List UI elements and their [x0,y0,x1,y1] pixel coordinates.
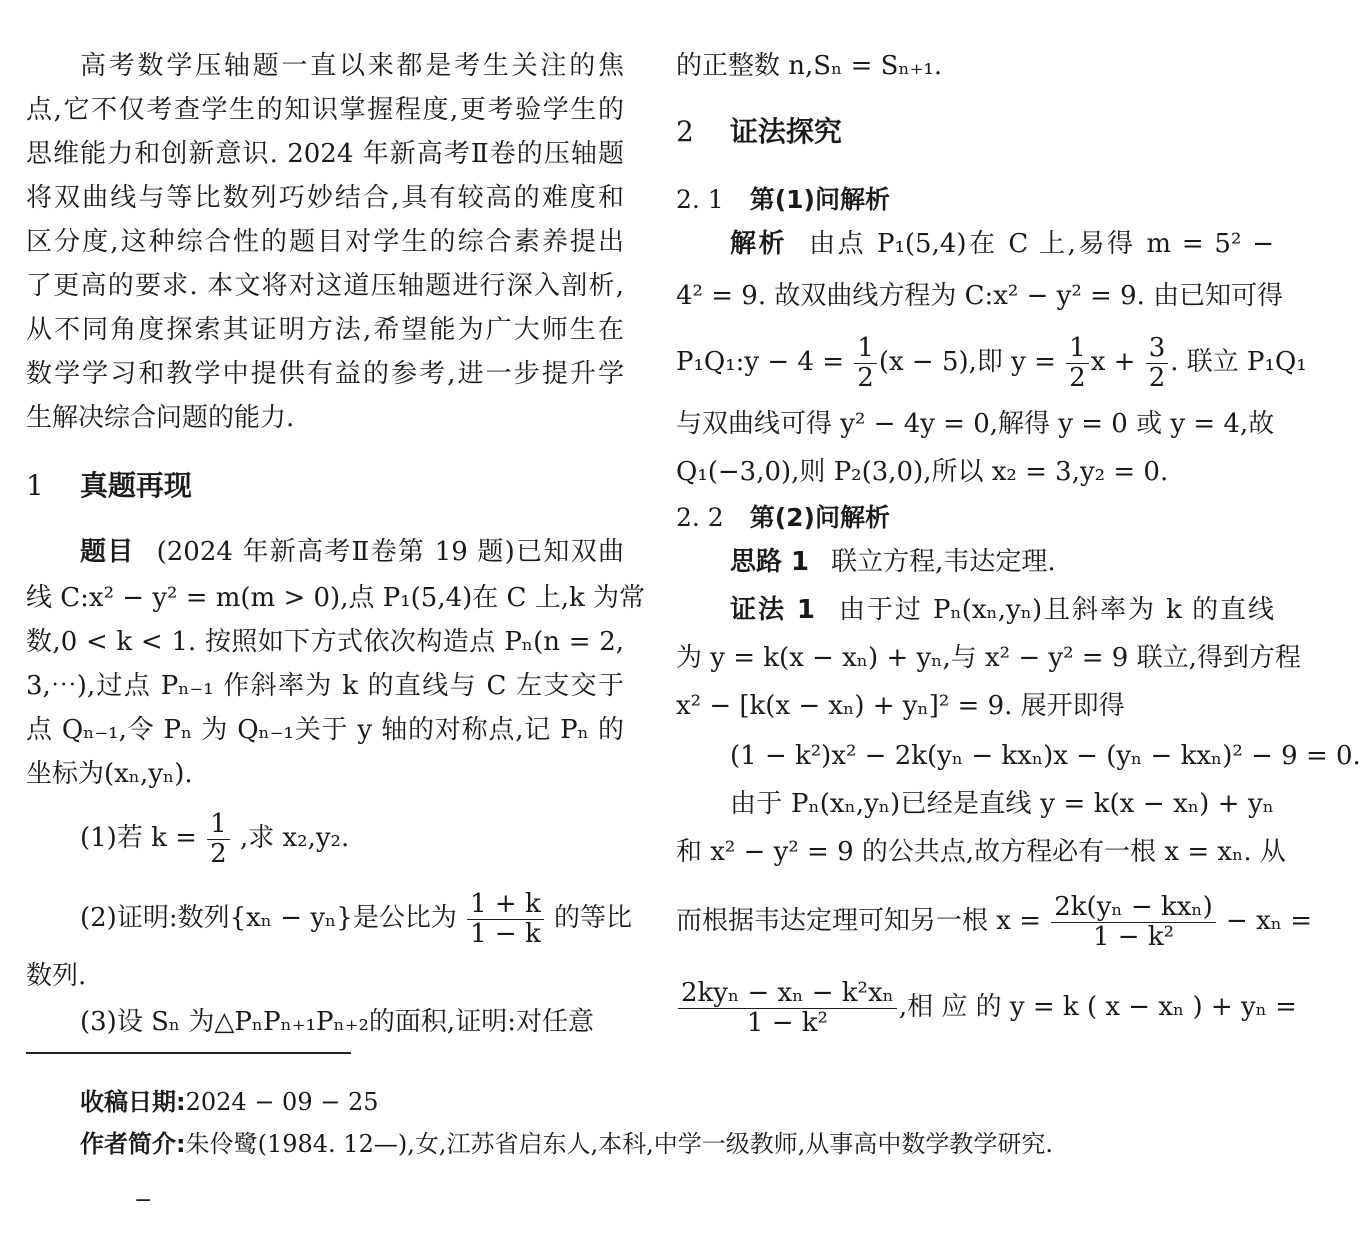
fraction [678,979,897,1037]
question-text: ,求 x₂,y₂. [239,823,350,853]
analysis-text: 由点 P₁(5,4)在 C 上,易得 m = 5² − [809,229,1274,259]
analysis-line [676,222,1274,266]
subsection-heading [676,496,1274,540]
fraction [1051,893,1216,951]
question-text: (1)若 k = [80,823,197,853]
math-text: P₁Q₁:y − 4 = [676,347,845,377]
proof-line: 由于 Pₙ(xₙ,yₙ)已经是直线 y = k(x − xₙ) + yₙ [730,789,1274,819]
page-mark: − [134,1188,153,1213]
subsection-number: 2. 2 [676,503,724,532]
section-title: 真题再现 [79,469,192,502]
subsection-heading [676,178,1274,222]
equation: (1 − k²)x² − 2k(yₙ − kxₙ)x − (yₙ − kxₙ)² − 9 = 0. [730,741,1361,771]
fraction [207,810,230,868]
math-text: 而根据韦达定理可知另一根 x = [676,906,1041,936]
subsection-title: 第(2)问解析 [749,503,890,532]
intro-line: 将双曲线与等比数列巧妙结合,具有较高的难度和 [26,183,624,213]
subsection-number: 2. 1 [676,185,724,214]
intro-line: 区分度,这种综合性的题目对学生的综合素养提出 [26,227,624,257]
numerator: 1 [854,334,877,364]
math-text: . 联立 P₁Q₁ [1170,347,1307,377]
idea-label: 思路 1 [730,547,810,577]
intro-line: 数学学习和教学中提供有益的参考,进一步提升学 [26,359,624,389]
numerator: 3 [1146,334,1169,364]
question-3-cont: 的正整数 n,Sₙ = Sₙ₊₁. [676,51,943,81]
analysis-label: 解析 [730,229,788,259]
math-text: x + [1090,347,1136,377]
question-text: (2)证明:数列{xₙ − yₙ}是公比为 [80,903,457,933]
intro-line: 高考数学压轴题一直以来都是考生关注的焦 [80,51,624,81]
author-value: 朱伶鹭(1984. 12—),女,江苏省启东人,本科,中学一级教师,从事高中数学教学研究. [185,1130,1053,1158]
intro-line: 了更高的要求. 本文将对这道压轴题进行深入剖析, [26,271,624,301]
numerator: 1 [1066,334,1089,364]
problem-line [26,530,624,574]
author-label: 作者简介: [80,1130,186,1158]
denominator: 2 [857,362,874,393]
fraction [1146,334,1169,392]
problem-line: 坐标为(xₙ,yₙ). [26,759,193,789]
denominator: 2 [210,838,227,869]
fraction [1066,334,1089,392]
question-3: (3)设 Sₙ 为△PₙPₙ₊₁Pₙ₊₂的面积,证明:对任意 [80,1007,594,1037]
numerator: 2kyₙ − xₙ − k²xₙ [678,979,897,1009]
fraction [854,334,877,392]
proof-line [676,972,1297,1042]
denominator: 2 [1148,362,1166,393]
idea-text: 联立方程,韦达定理. [831,547,1056,577]
math-text: − xₙ = [1226,906,1313,936]
intro-line: 点,它不仅考查学生的知识掌握程度,更考验学生的 [26,95,624,125]
section-heading [676,110,1274,154]
question-2-cont: 数列. [26,961,87,991]
proof-text: 由于过 Pₙ(xₙ,yₙ)且斜率为 k 的直线 [837,595,1274,625]
section-number: 1 [26,469,44,502]
denominator: 2 [1069,362,1086,393]
proof-line [676,588,1274,632]
subsection-title: 第(1)问解析 [749,185,890,214]
intro-line: 从不同角度探索其证明方法,希望能为广大师生在 [26,315,624,345]
problem-label: 题目 [80,537,135,567]
question-1 [26,808,624,868]
fraction [467,890,544,948]
intro-line: 思维能力和创新意识. 2024 年新高考Ⅱ卷的压轴题 [26,139,624,169]
analysis-line: 与双曲线可得 y² − 4y = 0,解得 y = 0 或 y = 4,故 [676,409,1275,439]
received-value: 2024 − 09 − 25 [185,1088,379,1116]
section-title: 证法探究 [729,115,842,148]
problem-line: 3,⋯),过点 Pₙ₋₁ 作斜率为 k 的直线与 C 左支交于 [26,671,624,701]
proof-line: 和 x² − y² = 9 的公共点,故方程必有一根 x = xₙ. 从 [676,837,1286,867]
denominator: 1 − k² [1092,921,1175,952]
footnote-divider [26,1052,351,1054]
numerator: 2k(yₙ − kxₙ) [1051,893,1216,923]
numerator: 1 + k [467,890,544,920]
math-text: ,相 应 的 y = k ( x − xₙ ) + yₙ = [898,992,1297,1022]
math-text: (x − 5),即 y = [878,347,1056,377]
proof-label: 证法 1 [730,595,815,625]
received-label: 收稿日期: [80,1088,186,1116]
proof-line: x² − [k(x − xₙ) + yₙ]² = 9. 展开即得 [676,691,1125,721]
analysis-line: 4² = 9. 故双曲线方程为 C:x² − y² = 9. 由已知可得 [676,281,1284,311]
section-heading [26,464,624,508]
intro-line: 生解决综合问题的能力. [26,403,295,433]
analysis-line: Q₁(−3,0),则 P₂(3,0),所以 x₂ = 3,y₂ = 0. [676,457,1169,487]
analysis-line [676,330,1307,394]
problem-line: 线 C:x² − y² = m(m > 0),点 P₁(5,4)在 C 上,k 为常 [26,583,645,613]
author-info [80,1124,1053,1159]
proof-line: 为 y = k(x − xₙ) + yₙ,与 x² − y² = 9 联立,得到方程 [676,643,1301,673]
proof-line [676,886,1313,956]
section-number: 2 [676,115,694,148]
numerator: 1 [207,810,230,840]
problem-line: 数,0 < k < 1. 按照如下方式依次构造点 Pₙ(n = 2, [26,627,624,657]
received-date [80,1082,379,1117]
problem-line: 点 Qₙ₋₁,令 Pₙ 为 Qₙ₋₁关于 y 轴的对称点,记 Pₙ 的 [26,715,624,745]
question-2 [26,888,633,949]
denominator: 1 − k [470,918,541,949]
idea-line [676,540,1274,584]
question-text: 的等比 [554,903,633,933]
problem-text: (2024 年新高考Ⅱ卷第 19 题)已知双曲 [156,537,624,567]
denominator: 1 − k² [746,1007,828,1038]
